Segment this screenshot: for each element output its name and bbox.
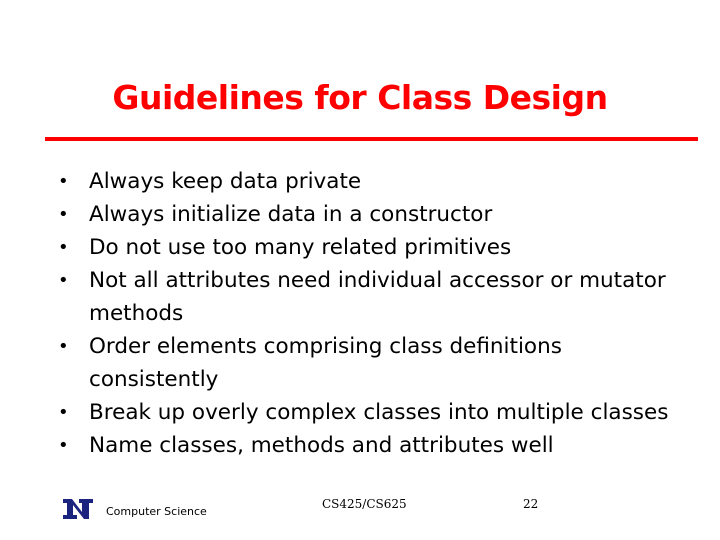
bullet-icon: • <box>58 204 69 225</box>
bullet-icon: • <box>58 402 69 423</box>
title-underline <box>45 137 698 141</box>
bullet-icon: • <box>58 270 69 291</box>
bullet-text: Not all attributes need individual accessor or mutator methods <box>89 268 666 326</box>
university-n-logo-icon <box>62 497 94 521</box>
bullet-item <box>58 429 698 462</box>
bullet-item <box>58 396 698 429</box>
bullet-text: Do not use too many related primitives <box>89 235 512 260</box>
footer-department: Computer Science <box>106 505 207 518</box>
bullet-text: Always initialize data in a constructor <box>89 202 493 227</box>
bullet-item <box>58 330 698 396</box>
bullet-text: Name classes, methods and attributes well <box>89 433 554 458</box>
footer-page-number: 22 <box>523 497 539 511</box>
footer-course-code: CS425/CS625 <box>322 497 407 511</box>
bullet-text: Always keep data private <box>89 169 362 194</box>
bullet-item <box>58 165 698 198</box>
bullet-icon: • <box>58 336 69 357</box>
bullet-icon: • <box>58 237 69 258</box>
bullet-text: Order elements comprising class definitions consistently <box>89 334 562 392</box>
bullet-icon: • <box>58 171 69 192</box>
slide-title: Guidelines for Class Design <box>112 78 608 117</box>
bullet-text: Break up overly complex classes into multiple classes <box>89 400 669 425</box>
bullet-icon: • <box>58 435 69 456</box>
bullet-item <box>58 264 698 330</box>
bullet-item <box>58 198 698 231</box>
bullet-item <box>58 231 698 264</box>
bullet-list <box>58 165 698 462</box>
